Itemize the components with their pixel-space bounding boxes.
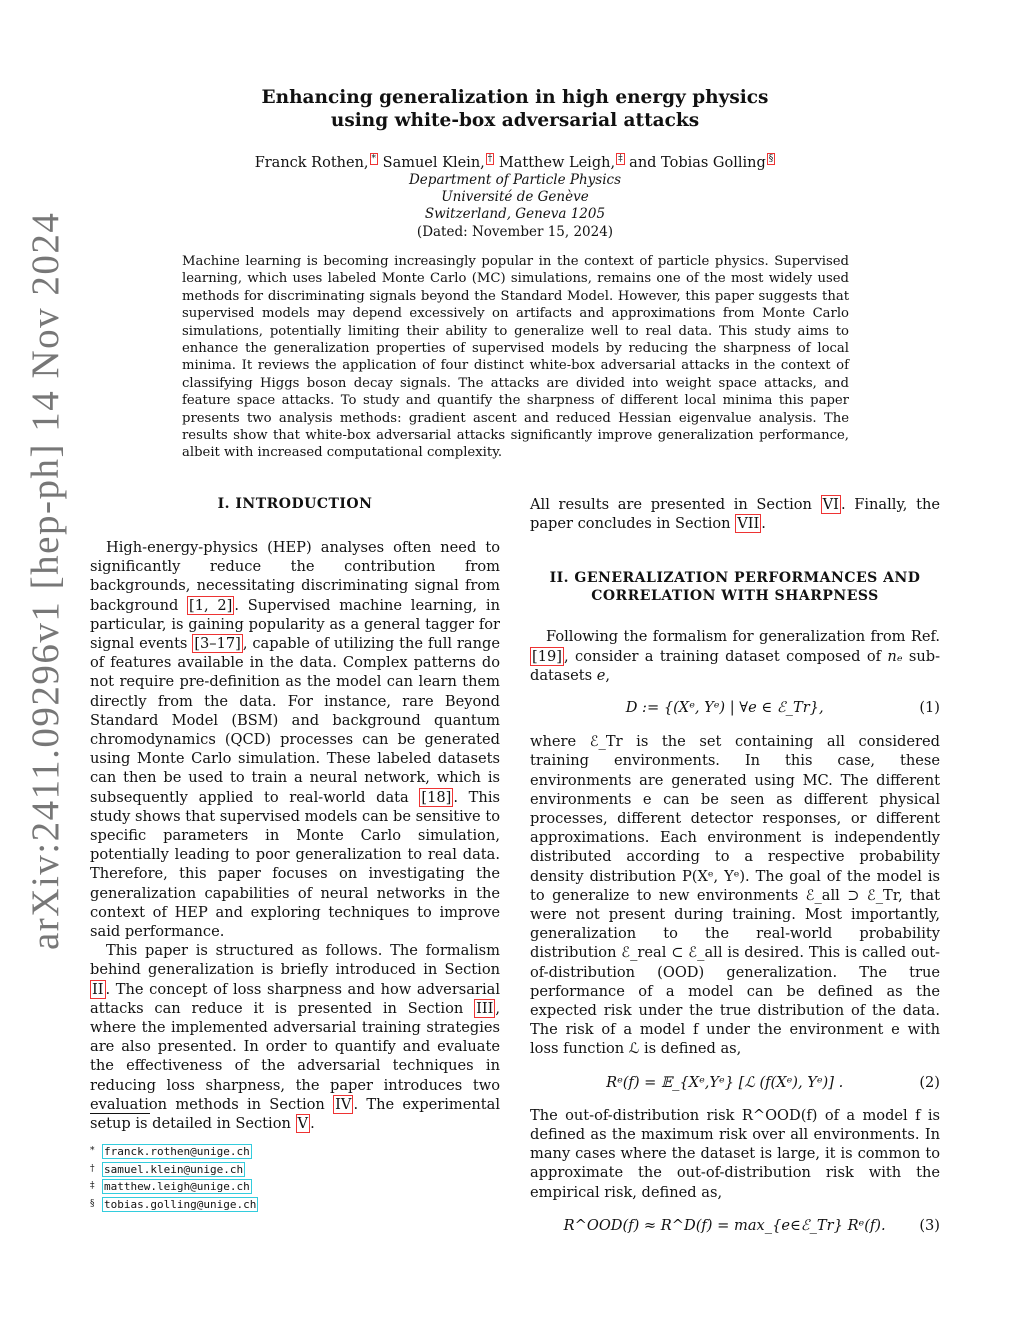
author-3: Matthew Leigh, <box>498 154 616 171</box>
text-run: All results are presented in Section <box>530 496 821 513</box>
citation-link[interactable]: [1, 2] <box>189 596 233 614</box>
author-2: Samuel Klein, <box>382 154 485 171</box>
text-run: . The concept of loss sharpness and how adversarial attacks can reduce it is presented in Section <box>90 980 500 1017</box>
section-link[interactable]: II <box>92 980 104 998</box>
math-inline: nₑ <box>887 647 903 665</box>
equation-2 <box>530 1073 940 1092</box>
author-1: Franck Rothen, <box>254 154 369 171</box>
email-link[interactable]: matthew.leigh@unige.ch <box>104 1180 250 1193</box>
title-line-1: Enhancing generalization in high energy physics <box>261 87 769 108</box>
affiliation-line: Switzerland, Geneva 1205 <box>424 206 606 223</box>
left-column <box>90 495 500 1133</box>
text-run: This paper is structured as follows. The formalism behind generalization is briefly introduced in Section <box>90 942 500 979</box>
text-run: sub-datasets <box>530 647 940 684</box>
footnotes <box>90 1143 258 1213</box>
text-run: . This study shows that supervised models can be sensitive to specific parameters in Monte Carlo simulation, potentially leading to poor generalization to real data. Therefore, this paper focuses on investigating the generalization capabilities of neural networks in the context of HEP and exploring techniques to improve said performance. <box>90 788 500 941</box>
email-link[interactable]: franck.rothen@unige.ch <box>104 1145 250 1158</box>
footnote-link-4[interactable]: § <box>768 154 774 164</box>
text-run: , where the implemented adversarial training strategies are also presented. In order to quantify and evaluate the effectiveness of the adversarial techniques in reducing loss sharpness, the paper introduces two evaluation methods in Section <box>90 999 500 1113</box>
footnote <box>90 1196 258 1214</box>
footnote-link-2[interactable]: † <box>487 154 493 164</box>
dated-line: (Dated: November 15, 2024) <box>416 224 614 240</box>
arxiv-identifier: arXiv:2411.09296v1 [hep-ph] 14 Nov 2024 <box>24 211 67 950</box>
footnote <box>90 1161 258 1179</box>
footnote-link-1[interactable]: * <box>371 154 377 164</box>
affiliation-line: Université de Genève <box>441 189 589 206</box>
sec2-paragraph-2: where ℰ_Tr is the set containing all considered training environments. In this case, these environments are generated using MC. The different environments e can be seen as different physical processes, different detector responses, or different approximations. Each environment is independently distributed according to a respective probability density distribution P(Xᵉ, Yᵉ). The goal of the model is to generalize to new environments ℰ_all ⊃ ℰ_Tr, that were not present during training. Most importantly, generalization to the real-world probability distribution ℰ_real ⊂ ℰ_all is desired. This is called out-of-distribution (OOD) generalization. The true performance of a model can be defined as the expected risk under the true distribution of the data. The risk of a model f under the environment e with loss function ℒ is defined as, <box>530 733 940 1058</box>
text-run: , consider a training dataset composed of <box>563 647 888 665</box>
equation-body: D := {(Xᵉ, Yᵉ) | ∀e ∈ ℰ_Tr}, <box>625 699 824 717</box>
email-link[interactable]: tobias.golling@unige.ch <box>104 1197 257 1211</box>
footnote-rule <box>90 1113 150 1114</box>
results-paragraph <box>530 495 940 533</box>
equation-1 <box>530 698 940 717</box>
affiliation-line: Department of Particle Physics <box>408 172 622 188</box>
intro-paragraph-1 <box>90 538 500 941</box>
author-4: and Tobias Golling <box>629 154 766 171</box>
intro-paragraph-2 <box>90 941 500 1133</box>
math-inline: e <box>596 666 606 684</box>
right-column <box>530 495 940 1235</box>
text-run: High-energy-physics (HEP) analyses often need to significantly reduce the contribution from backgrounds, necessitating discriminating signal from background <box>90 539 500 614</box>
text-run: Following the formalism for generalization from Ref. <box>546 628 940 646</box>
equation-number: (1) <box>919 699 940 717</box>
section-1-heading: I. INTRODUCTION <box>217 496 373 512</box>
email-link[interactable]: samuel.klein@unige.ch <box>104 1162 244 1176</box>
footnote-mark: § <box>90 1198 95 1209</box>
paper-title <box>180 86 850 132</box>
text-run: . <box>310 1115 315 1133</box>
citation-link[interactable]: [19] <box>532 647 562 665</box>
sec2-paragraph-3: The out-of-distribution risk R^OOD(f) of a model f is defined as the maximum risk over all environments. In many cases where the dataset is large, it is common to approximate the out-of-distribution risk with the empirical risk, defined as, <box>530 1106 940 1201</box>
footnote <box>90 1178 258 1196</box>
text-run: . Supervised machine learning, in particular, is gaining popularity as a general tagger for signal events <box>90 596 500 653</box>
section-link[interactable]: VI <box>822 496 839 513</box>
sec2-paragraph-1 <box>530 627 940 685</box>
title-line-2: using white-box adversarial attacks <box>330 110 700 131</box>
footnote-mark: ‡ <box>90 1181 95 1191</box>
equation-body: Rᵉ(f) = 𝔼_{Xᵉ,Yᵉ} [ℒ (f(Xᵉ), Yᵉ)] . <box>606 1073 844 1091</box>
abstract: Machine learning is becoming increasingly popular in the context of particle physics. Supervised learning, which uses labeled Monte Carlo (MC) simulations, remains one of the most widely used methods for discriminating signals beyond the Standard Model. However, this paper suggests that supervised models may depend excessively on artifacts and approximations from Monte Carlo simulations, potentially limiting their ability to generalize well to real data. This study aims to enhance the generalization properties of supervised models by reducing the sharpness of local minima. It reviews the application of four distinct white-box adversarial attacks in the context of classifying Higgs boson decay signals. The attacks are divided into weight space attacks, and feature space attacks. To study and quantify the sharpness of different local minima this paper presents two analysis methods: gradient ascent and reduced Hessian eigenvalue analysis. The results show that white-box adversarial attacks significantly improve generalization performance, albeit with increased computational complexity. <box>182 254 849 461</box>
equation-number: (2) <box>919 1073 940 1091</box>
footnote-mark: * <box>90 1146 95 1156</box>
equation-body: R^OOD(f) ≈ R^D(f) = max_{e∈ℰ_Tr} Rᵉ(f). <box>563 1216 886 1234</box>
text-run: , <box>605 666 611 684</box>
text-run: . The experimental setup is detailed in Section <box>90 1095 500 1133</box>
affiliation <box>180 172 850 224</box>
section-link[interactable]: VII <box>737 515 760 533</box>
footnote-mark: † <box>90 1163 95 1174</box>
equation-3 <box>530 1216 940 1235</box>
footnote <box>90 1143 258 1161</box>
footnote-link-3[interactable]: ‡ <box>618 154 623 164</box>
citation-link[interactable]: [18] <box>421 788 452 806</box>
text-run: , capable of utilizing the full range of features available in the data. Complex patterns do not require pre-definition as the model can learn them directly from the data. For instance, rare Beyond Standard Model (BSM) and background quantum chromodynamics (QCD) processes can be generated using Monte Carlo simulation. These labeled datasets can then be used to train a neural network, which is subsequently applied to real-world data <box>90 635 500 806</box>
author-list <box>180 153 850 172</box>
section-2-heading-line-2: CORRELATION WITH SHARPNESS <box>591 588 879 605</box>
section-link[interactable]: III <box>476 999 494 1017</box>
section-link[interactable]: V <box>297 1115 309 1133</box>
section-link[interactable]: IV <box>335 1095 352 1113</box>
section-2-heading-line-1: II. GENERALIZATION PERFORMANCES AND <box>549 570 921 587</box>
text-run: . Finally, the paper concludes in Section <box>530 496 940 533</box>
citation-link[interactable]: [3–17] <box>194 635 241 653</box>
equation-number: (3) <box>919 1216 940 1234</box>
text-run: . <box>761 515 766 533</box>
